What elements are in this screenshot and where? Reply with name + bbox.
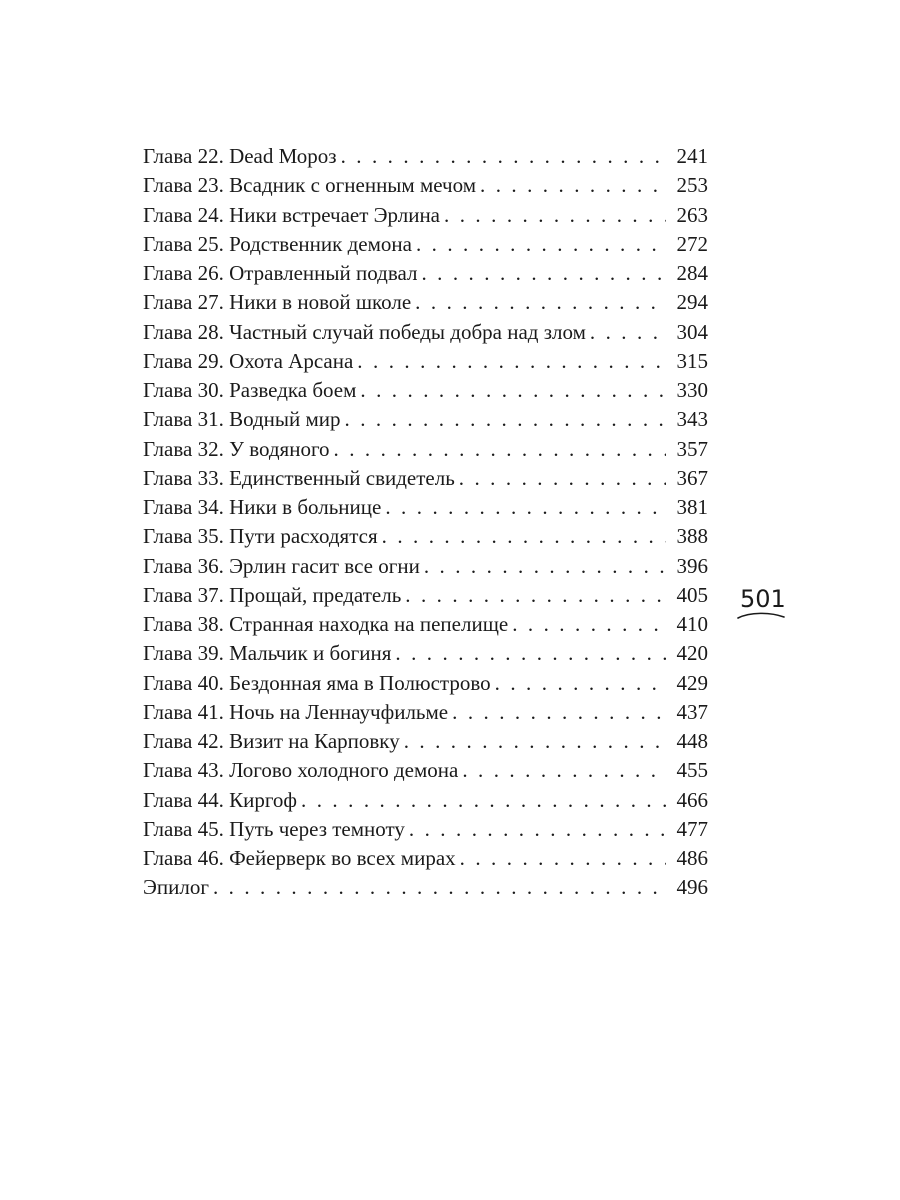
toc-entry-title: Глава 27. Ники в новой школе xyxy=(143,290,412,315)
toc-entry-page: 272 xyxy=(676,231,708,256)
toc-entry xyxy=(143,522,708,551)
toc-entry xyxy=(143,815,708,844)
dot-leader xyxy=(404,727,666,756)
toc-entry xyxy=(143,405,708,434)
toc-entry-page: 477 xyxy=(676,816,708,841)
dot-leader xyxy=(385,493,666,522)
dot-leader xyxy=(452,698,666,727)
dot-leader xyxy=(395,639,666,668)
toc-entry-title: Глава 44. Киргоф xyxy=(143,787,298,812)
toc-entry-title: Глава 45. Путь через темноту xyxy=(143,816,405,841)
dot-leader xyxy=(512,610,666,639)
toc-entry-page: 437 xyxy=(676,699,708,724)
toc-entry xyxy=(143,552,708,581)
toc-entry-page: 455 xyxy=(676,758,708,783)
toc-entry-page: 448 xyxy=(676,729,708,753)
toc-entry-page: 294 xyxy=(676,290,708,315)
toc-entry-page: 304 xyxy=(676,319,708,344)
toc-entry-title: Глава 39. Мальчик и богиня xyxy=(143,641,392,666)
toc-entry-title: Глава 40. Бездонная яма в Полюстрово xyxy=(143,670,491,695)
dot-leader xyxy=(590,318,666,347)
toc-entry-page: 315 xyxy=(676,348,708,373)
toc-entry xyxy=(143,435,708,464)
toc-entry-page: 429 xyxy=(676,670,708,695)
dot-leader xyxy=(405,581,666,610)
toc-entry-title: Глава 32. У водяного xyxy=(143,436,330,461)
toc-entry-title: Глава 42. Визит на Карповку xyxy=(143,729,400,753)
toc-entry-title: Глава 46. Фейерверк во всех мирах xyxy=(143,846,456,870)
toc-entry-title: Глава 37. Прощай, предатель xyxy=(143,582,402,607)
toc-entry-title: Эпилог xyxy=(143,875,209,900)
toc-entry-page: 253 xyxy=(676,173,708,198)
toc-entry-title: Глава 29. Охота Арсана xyxy=(143,348,354,373)
toc-entry xyxy=(143,610,708,639)
toc-entry-page: 263 xyxy=(676,202,708,227)
dot-leader xyxy=(301,786,666,815)
toc-entry-page: 420 xyxy=(676,641,708,666)
toc-entry-page: 486 xyxy=(676,846,708,870)
dot-leader xyxy=(334,435,666,464)
toc-entry-page: 330 xyxy=(676,378,708,402)
dot-leader xyxy=(462,756,666,785)
toc-entry-title: Глава 28. Частный случай победы добра над злом xyxy=(143,319,586,344)
toc-entry-title: Глава 31. Водный мир xyxy=(143,407,341,432)
dot-leader xyxy=(480,171,666,200)
toc-entry-title: Глава 38. Странная находка на пепелище xyxy=(143,612,509,636)
toc-entry-title: Глава 24. Ники встречает Эрлина xyxy=(143,202,441,227)
toc-entry xyxy=(143,581,708,610)
toc-entry-page: 410 xyxy=(676,612,708,636)
toc-entry-page: 405 xyxy=(676,582,708,607)
page-number-underline-swash xyxy=(736,612,786,624)
dot-leader xyxy=(409,815,666,844)
table-of-contents xyxy=(143,142,708,903)
toc-entry-title: Глава 36. Эрлин гасит все огни xyxy=(143,553,420,578)
dot-leader xyxy=(444,201,666,230)
toc-entry xyxy=(143,873,708,902)
toc-entry-page: 381 xyxy=(676,495,708,519)
dot-leader xyxy=(360,376,666,405)
toc-entry-page: 496 xyxy=(676,875,708,900)
dot-leader xyxy=(416,230,666,259)
toc-entry-title: Глава 25. Родственник демона xyxy=(143,231,412,256)
toc-entry xyxy=(143,639,708,668)
toc-entry-title: Глава 41. Ночь на Леннаучфильме xyxy=(143,699,449,724)
dot-leader xyxy=(382,522,666,551)
toc-entry xyxy=(143,171,708,200)
toc-entry xyxy=(143,288,708,317)
toc-entry xyxy=(143,698,708,727)
dot-leader xyxy=(421,259,666,288)
dot-leader xyxy=(424,552,666,581)
toc-entry-page: 388 xyxy=(676,524,708,549)
toc-entry-title: Глава 34. Ники в больнице xyxy=(143,495,382,519)
toc-entry xyxy=(143,201,708,230)
toc-entry xyxy=(143,756,708,785)
toc-entry-page: 343 xyxy=(676,407,708,432)
toc-entry-title: Глава 23. Всадник с огненным мечом xyxy=(143,173,476,198)
toc-entry xyxy=(143,259,708,288)
toc-entry xyxy=(143,669,708,698)
dot-leader xyxy=(495,669,666,698)
page-number: 501 xyxy=(740,585,786,613)
toc-entry xyxy=(143,347,708,376)
dot-leader xyxy=(213,873,666,902)
toc-entry xyxy=(143,727,708,756)
toc-entry xyxy=(143,464,708,493)
toc-entry xyxy=(143,230,708,259)
toc-entry-title: Глава 30. Разведка боем xyxy=(143,378,357,402)
toc-entry xyxy=(143,844,708,873)
toc-entry-page: 396 xyxy=(676,553,708,578)
toc-entry-page: 367 xyxy=(676,465,708,490)
dot-leader xyxy=(415,288,666,317)
toc-entry xyxy=(143,318,708,347)
toc-entry xyxy=(143,142,708,171)
dot-leader xyxy=(460,844,666,873)
toc-entry-title: Глава 26. Отравленный подвал xyxy=(143,261,418,285)
toc-entry-page: 284 xyxy=(676,261,708,285)
toc-entry-page: 357 xyxy=(676,436,708,461)
toc-entry-page: 466 xyxy=(676,787,708,812)
toc-entry xyxy=(143,493,708,522)
toc-entry-title: Глава 22. Dead Мороз xyxy=(143,144,337,168)
toc-entry xyxy=(143,786,708,815)
dot-leader xyxy=(459,464,666,493)
toc-entry-title: Глава 33. Единственный свидетель xyxy=(143,465,455,490)
toc-entry-title: Глава 43. Логово холодного демона xyxy=(143,758,459,783)
toc-entry-page: 241 xyxy=(676,144,708,168)
dot-leader xyxy=(341,142,666,171)
toc-entry xyxy=(143,376,708,405)
dot-leader xyxy=(345,405,666,434)
dot-leader xyxy=(357,347,666,376)
toc-entry-title: Глава 35. Пути расходятся xyxy=(143,524,378,549)
